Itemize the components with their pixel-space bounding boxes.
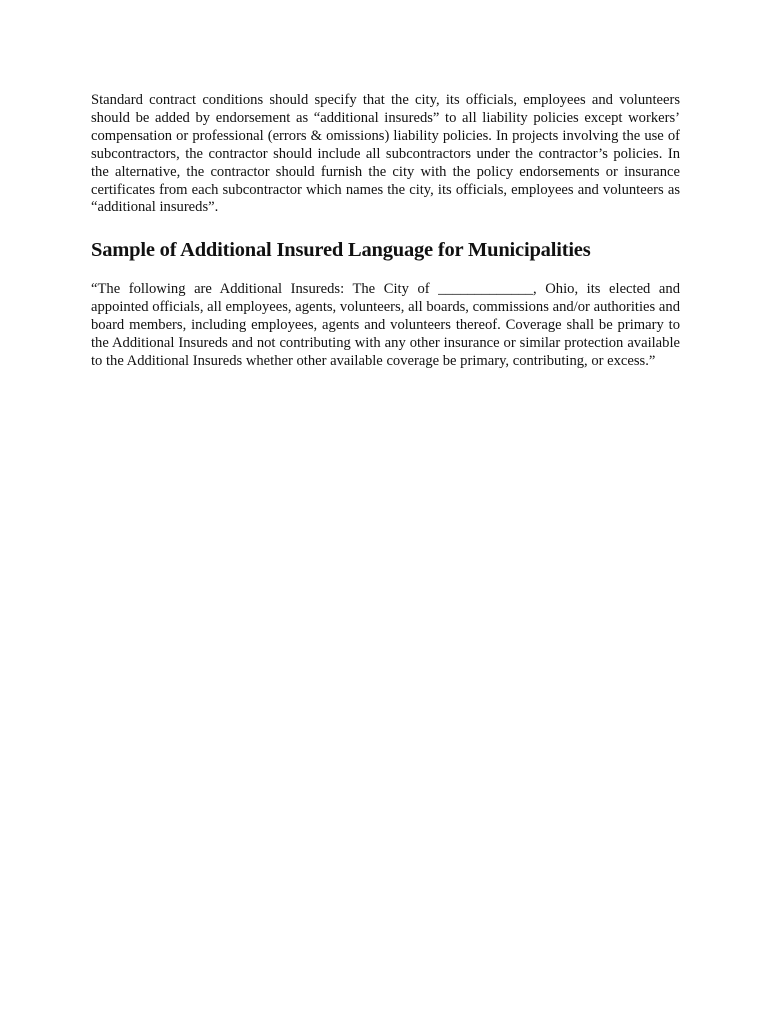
intro-paragraph: Standard contract conditions should specify that the city, its officials, employees and volunteers should be added by endorsement as “additional insureds” to all liability policies except workers’ compensation or professional (errors & omissions) liability policies. In projects involving the use of subcontractors, the contractor should include all subcontractors under the contractor’s policies. In the alternative, the contractor should furnish the city with the policy endorsements or insurance certificates from each subcontractor which names the city, its officials, employees and volunteers as “additional insureds”. — [91, 92, 680, 216]
sample-language-paragraph: “The following are Additional Insureds: The City of _____________, Ohio, its elected and appointed officials, all employees, agents, volunteers, all boards, commissions and/or authorities and board members, including employees, agents and volunteers thereof. Coverage shall be primary to the Additional Insureds and not contributing with any other insurance or similar protection available to the Additional Insureds whether other available coverage be primary, contributing, or excess.” — [91, 281, 680, 369]
section-heading: Sample of Additional Insured Language for Municipalities — [91, 239, 591, 262]
document-body — [91, 92, 680, 371]
